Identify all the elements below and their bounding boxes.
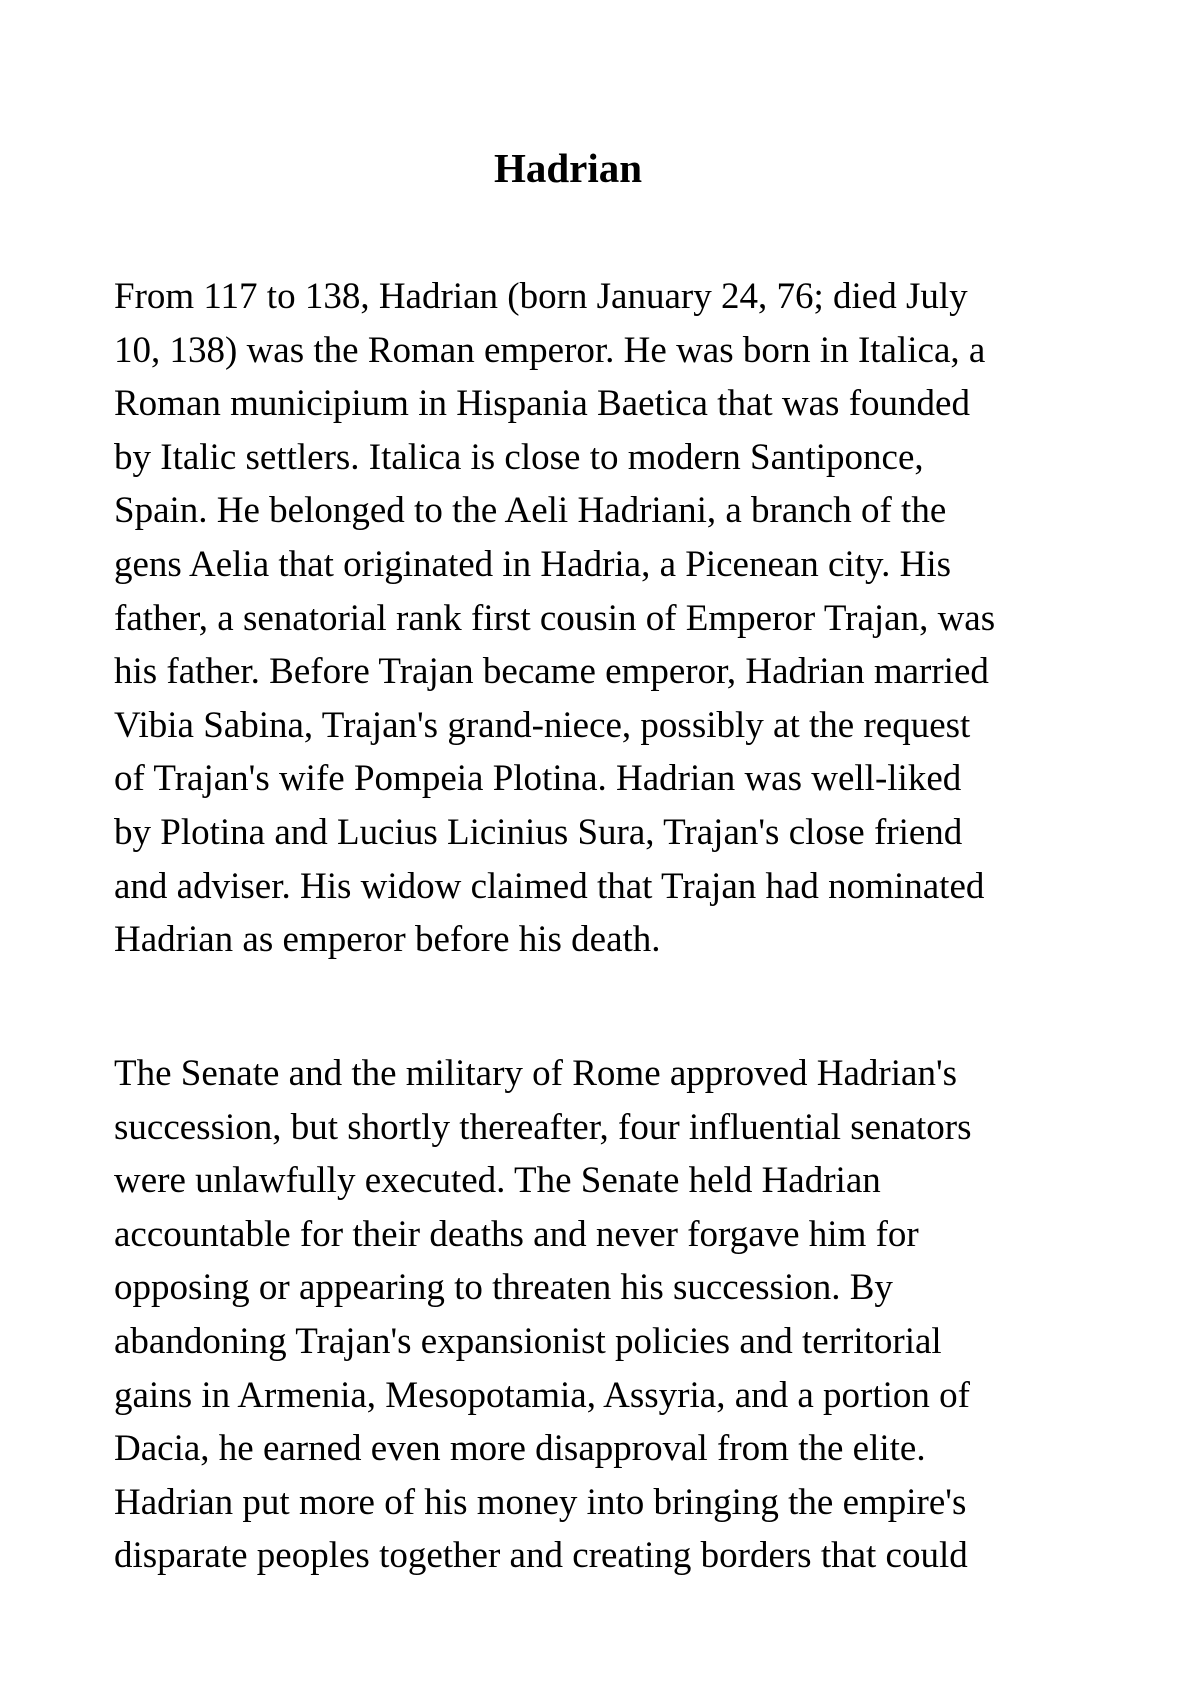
text-line: Hadrian as emperor before his death. [114, 919, 661, 961]
text-line: his father. Before Trajan became emperor, Hadrian married [114, 651, 989, 693]
paragraph-2 [114, 1047, 1114, 1583]
text-line: Vibia Sabina, Trajan's grand-niece, possibly at the request [114, 704, 971, 746]
text-line: of Trajan's wife Pompeia Plotina. Hadrian was well-liked [114, 758, 962, 800]
text-line: Roman municipium in Hispania Baetica that was founded [114, 383, 970, 425]
text-line: abandoning Trajan's expansionist policies and territorial [114, 1320, 942, 1362]
paragraph-1 [114, 270, 1114, 967]
text-line: disparate peoples together and creating borders that could [114, 1535, 968, 1577]
text-line: 10, 138) was the Roman emperor. He was born in Italica, a [114, 329, 986, 371]
text-line: The Senate and the military of Rome approved Hadrian's [114, 1053, 958, 1094]
page-title: Hadrian [493, 145, 643, 191]
text-line: gens Aelia that originated in Hadria, a Picenean city. His [114, 543, 952, 585]
text-line: were unlawfully executed. The Senate held Hadrian [114, 1160, 881, 1202]
text-line: opposing or appearing to threaten his succession. By [114, 1267, 893, 1309]
text-line: and adviser. His widow claimed that Trajan had nominated [114, 865, 985, 907]
text-line: From 117 to 138, Hadrian (born January 24, 76; died July [114, 276, 968, 317]
text-line: by Italic settlers. Italica is close to modern Santiponce, [114, 436, 924, 478]
text-line: by Plotina and Lucius Licinius Sura, Trajan's close friend [114, 811, 963, 853]
text-line: succession, but shortly thereafter, four influential senators [114, 1106, 972, 1148]
text-line: Hadrian put more of his money into bringing the empire's [114, 1481, 967, 1523]
text-line: Spain. He belonged to the Aeli Hadriani, a branch of the [114, 490, 947, 532]
text-line: accountable for their deaths and never forgave him for [114, 1213, 919, 1255]
text-line: Dacia, he earned even more disapproval from the elite. [114, 1428, 926, 1470]
text-line: father, a senatorial rank first cousin of Emperor Trajan, was [114, 597, 996, 639]
text-line: gains in Armenia, Mesopotamia, Assyria, and a portion of [114, 1374, 970, 1416]
